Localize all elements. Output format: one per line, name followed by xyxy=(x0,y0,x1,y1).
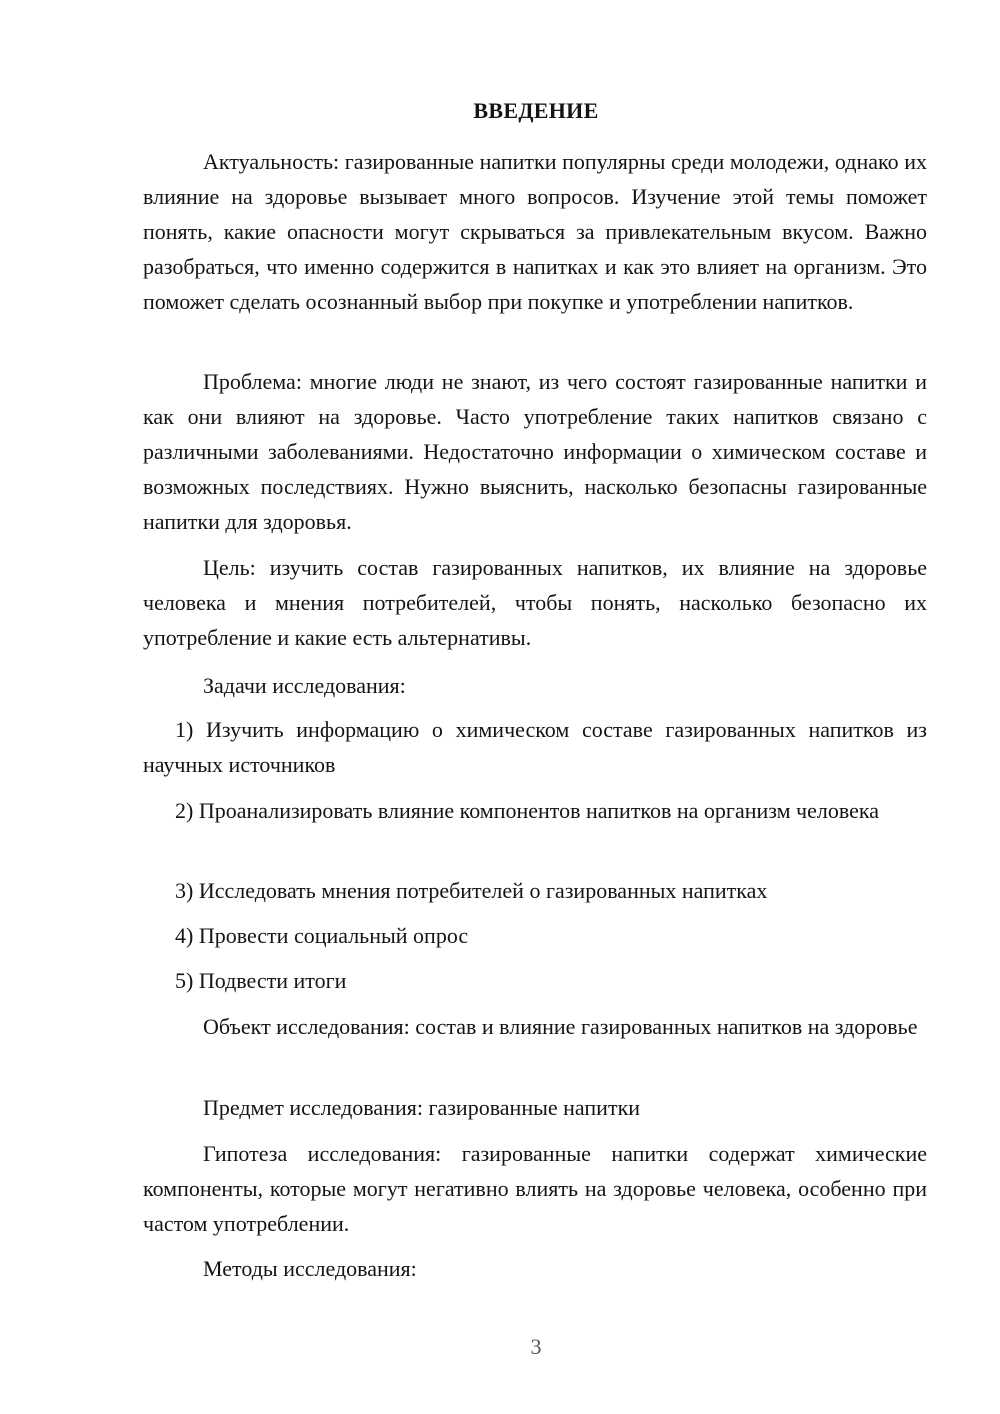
task-item-3: 3) Исследовать мнения потребителей о газированных напитках xyxy=(175,878,768,903)
task-item-2: 2) Проанализировать влияние компонентов напитков на организм человека xyxy=(175,798,880,823)
paragraph-tasks-heading: Задачи исследования: xyxy=(203,673,406,698)
page-title: ВВЕДЕНИЕ xyxy=(473,98,599,123)
paragraph-relevance: Актуальность: газированные напитки популярны среди молодежи, однако их влияние на здоровье вызывает много вопросов. Изучение этой темы поможет понять, какие опасности могут скрываться за привлекательным вкусом. Важно разобраться, что именно содержится в напитках и как это влияет на организм. Это поможет сделать осознанный выбор при покупке и употреблении напитков. xyxy=(143,149,927,314)
task-item-4: 4) Провести социальный опрос xyxy=(175,923,469,948)
paragraph-object: Объект исследования: состав и влияние газированных напитков на здоровье xyxy=(203,1014,918,1039)
paragraph-hypothesis: Гипотеза исследования: газированные напитки содержат химические компоненты, которые могут негативно влиять на здоровье человека, особенно при частом употреблении. xyxy=(143,1141,927,1236)
page-number: 3 xyxy=(530,1334,542,1359)
paragraph-goal: Цель: изучить состав газированных напитков, их влияние на здоровье человека и мнения потребителей, чтобы понять, насколько безопасно их употребление и какие есть альтернативы. xyxy=(143,555,927,650)
task-item-1: 1) Изучить информацию о химическом составе газированных напитков из научных источников xyxy=(143,717,927,777)
paragraph-subject: Предмет исследования: газированные напитки xyxy=(203,1095,641,1120)
paragraph-problem: Проблема: многие люди не знают, из чего состоят газированные напитки и как они влияют на здоровье. Часто употребление таких напитков связано с различными заболеваниями. Недостаточно информации о химическом составе и возможных последствиях. Нужно выяснить, насколько безопасны газированные напитки для здоровья. xyxy=(143,369,927,534)
paragraph-methods: Методы исследования: xyxy=(203,1256,417,1281)
task-item-5: 5) Подвести итоги xyxy=(175,968,347,993)
